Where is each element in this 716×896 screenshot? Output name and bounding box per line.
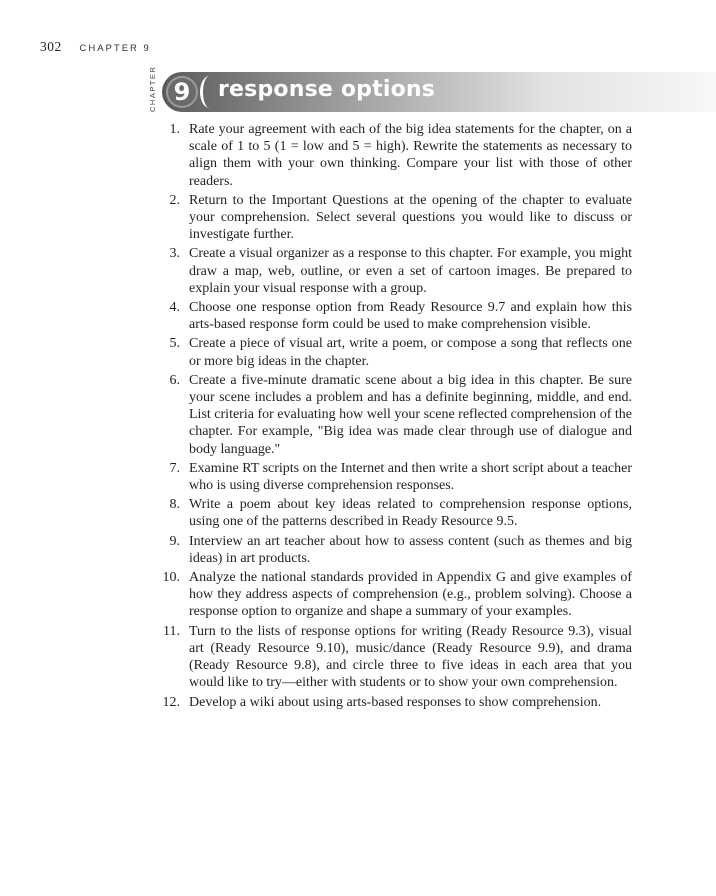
item-text: Create a five-minute dramatic scene about a big idea in this chapter. Be sure your scene includes a problem and has a definite beginning, middle, and end. List criteria for evaluating how well your scene reflected comprehension of the chapter. For example, "Big idea was made clear through use of dialogue and body language." xyxy=(189,372,632,457)
item-number: 11. xyxy=(163,623,180,639)
item-text: Interview an art teacher about how to assess content (such as themes and big ideas) in art products. xyxy=(189,533,632,566)
item-number: 4. xyxy=(169,300,180,316)
item-text: Choose one response option from Ready Resource 9.7 and explain how this arts-based response form could be used to make comprehension visible. xyxy=(189,300,632,333)
item-text: Analyze the national standards provided in Appendix G and give examples of how they address aspects of comprehension (e.g., problem solving). Choose a response option to organize and shape a summary of your examples. xyxy=(189,570,632,620)
list-item xyxy=(156,299,632,333)
item-text: Develop a wiki about using arts-based responses to show comprehension. xyxy=(189,694,602,710)
section-title: response options xyxy=(218,77,436,102)
list-item xyxy=(156,460,632,494)
item-text: Return to the Important Questions at the opening of the chapter to evaluate your comprehension. Select several questions you would like to discuss or investigate further. xyxy=(189,192,632,243)
item-number: 2. xyxy=(169,192,180,208)
list-item xyxy=(156,192,632,244)
item-text: Create a piece of visual art, write a poem, or compose a song that reflects one or more big ideas in the chapter. xyxy=(189,336,632,369)
item-text: Examine RT scripts on the Internet and then write a short script about a teacher who is using diverse comprehension responses. xyxy=(189,460,632,494)
chapter-number-badge: 9 xyxy=(166,76,198,108)
running-title: CHAPTER 9 xyxy=(79,43,151,54)
banner-curve-decoration xyxy=(200,76,219,108)
list-item xyxy=(156,569,632,621)
response-options-list xyxy=(156,121,632,713)
item-text: Write a poem about key ideas related to comprehension response options, using one of the patterns described in Ready Resource 9.5. xyxy=(189,497,632,530)
item-number: 9. xyxy=(169,533,180,549)
list-item xyxy=(156,245,632,297)
item-text: Create a visual organizer as a response to this chapter. For example, you might draw a map, web, outline, or even a set of cartoon images. Be prepared to explain your visual response with a group. xyxy=(189,246,632,296)
item-number: 6. xyxy=(169,372,180,388)
list-item xyxy=(156,623,632,692)
running-head xyxy=(40,39,151,55)
banner-side-label: CHAPTER xyxy=(148,65,157,112)
item-text: Turn to the lists of response options for writing (Ready Resource 9.3), visual art (Ready Resource 9.10), music/dance (Ready Resource 9.9), and drama (Ready Resource 9.8), and circle three to five ideas in each area that you would like to try—either with students or to show your own comprehension. xyxy=(189,623,632,691)
page-number: 302 xyxy=(40,39,62,54)
item-number: 7. xyxy=(169,460,180,476)
item-number: 1. xyxy=(169,122,180,137)
list-item xyxy=(156,533,632,567)
item-number: 10. xyxy=(162,570,180,586)
section-banner xyxy=(148,65,716,112)
list-item xyxy=(156,372,632,458)
item-number: 5. xyxy=(169,336,180,352)
item-number: 12. xyxy=(162,694,180,710)
list-item xyxy=(156,496,632,530)
list-item xyxy=(156,694,632,711)
item-number: 8. xyxy=(169,497,180,513)
item-number: 3. xyxy=(169,246,180,262)
list-item xyxy=(156,335,632,369)
list-item xyxy=(156,121,632,190)
item-text: Rate your agreement with each of the big idea statements for the chapter, on a scale of 1 to 5 (1 = low and 5 = high). Rewrite the statements as necessary to align them with your own thinking. Compare your list with those of other readers. xyxy=(189,122,632,189)
